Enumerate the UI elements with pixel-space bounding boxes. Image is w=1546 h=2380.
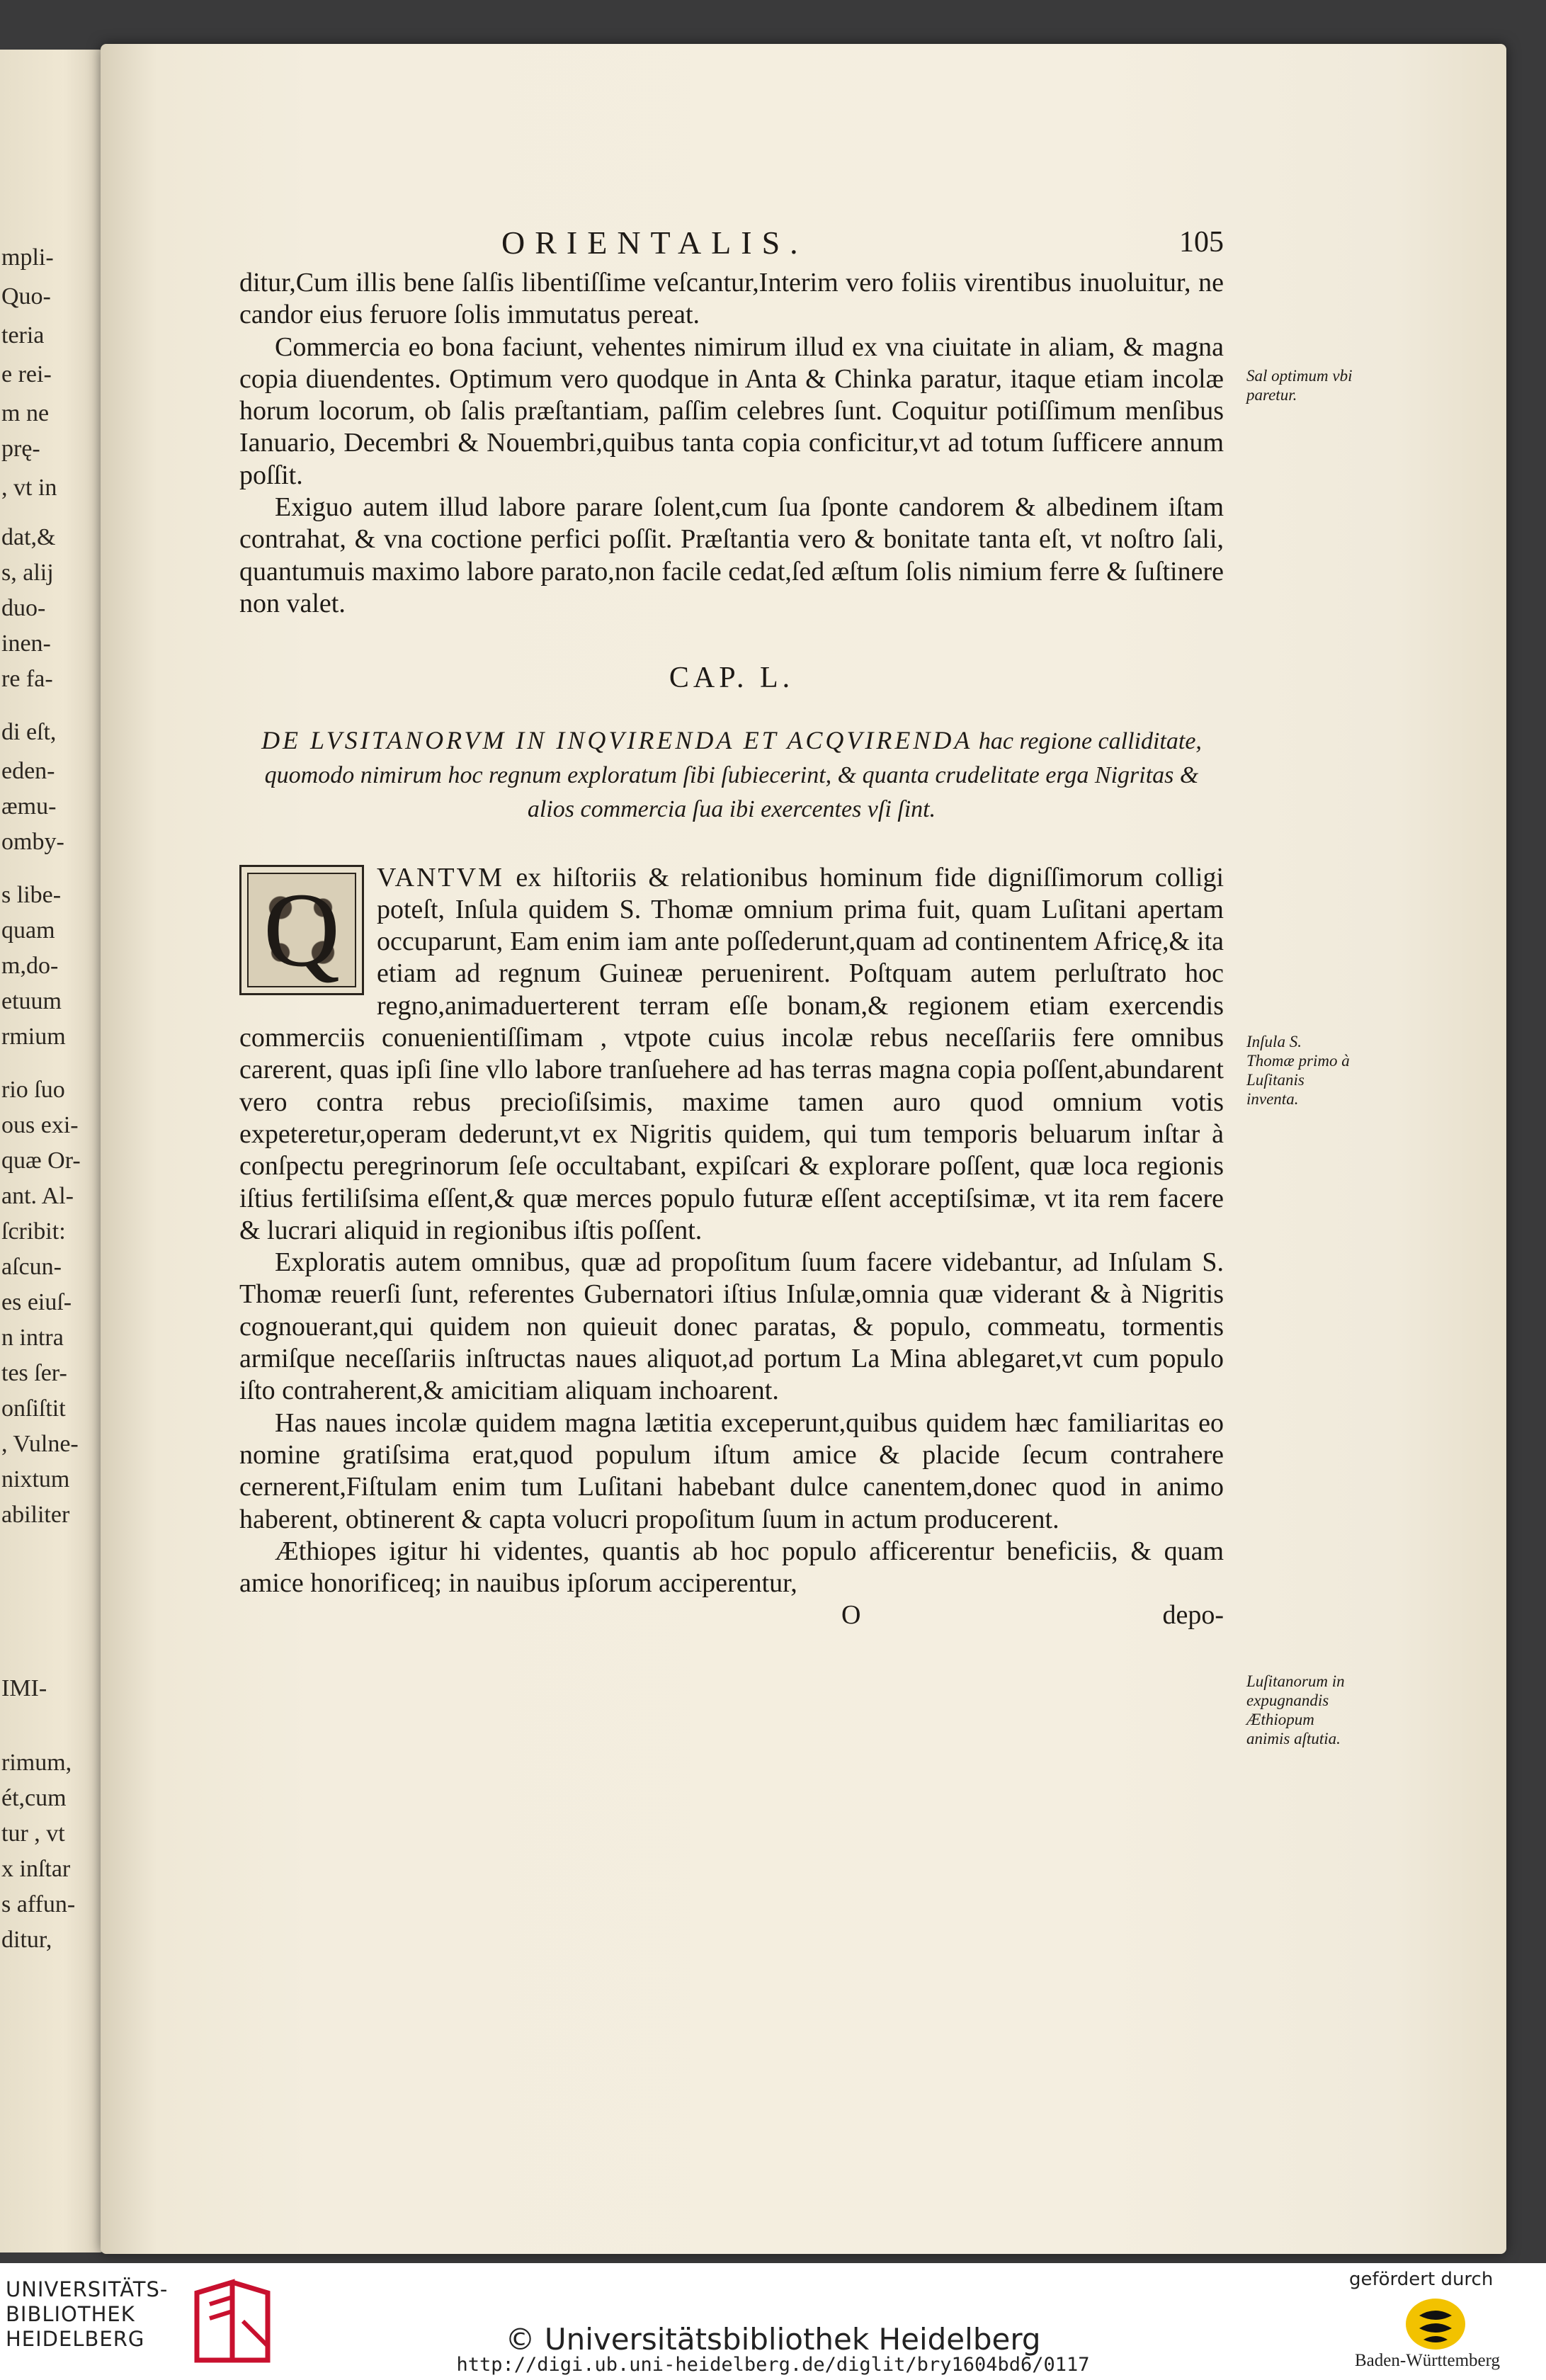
chapter-heading (239, 723, 1224, 827)
facing-page-fragment: , Vulne- (1, 1431, 79, 1457)
facing-page-fragment: mpli- (1, 244, 54, 271)
facing-page-fragment: rmium (1, 1024, 66, 1050)
facing-page-fragment: onſiſtit (1, 1395, 66, 1422)
facing-page-fragment: tur , vt (1, 1820, 65, 1847)
facing-page-fragment: ét,cum (1, 1785, 67, 1811)
smallcaps-word: VANTVM (377, 862, 504, 892)
facing-page-fragment: e rei- (1, 361, 52, 387)
facing-page-fragment: x inſtar (1, 1856, 71, 1882)
facing-page-edge (0, 50, 106, 2252)
facing-page-fragment: s libe- (1, 882, 62, 908)
facing-page-fragment: nixtum (1, 1466, 70, 1492)
chapter-title: CAP. L. (669, 662, 795, 695)
paragraph: Has naues incolæ quidem magna lætitia exceperunt,quibus quidem hæc familiaritas eo nomine gratiſsima erat,quod populum iſtum amice & placide ſecum contrahere cernerent,Fiſtulam enim tum Luſitani habebant dulce canentem,donec quod in animo haberent, obtinerent & capta volucri propoſitum ſuum in actum producerent. (239, 1407, 1224, 1534)
facing-page-fragment: , vt in (1, 475, 57, 501)
facing-page-fragment: quæ Or- (1, 1148, 81, 1174)
margin-note: Luſitanorum in expugnandis Æthiopum animis aſtutia. (1246, 1672, 1345, 1747)
paragraph: ditur,Cum illis bene ſalſis libentiſſime veſcantur,Interim vero foliis virentibus inuoluitur, ne candor eius feruore ſolis immutatus pereat. (239, 268, 1224, 330)
catchword: depo- (1162, 1600, 1224, 1631)
page-header (239, 227, 1224, 266)
funding-label: gefördert durch (1349, 2269, 1494, 2290)
facing-page-fragment: re fa- (1, 666, 53, 692)
facing-page-fragment: inen- (1, 630, 51, 657)
facing-page-fragment: m ne (1, 400, 50, 426)
facing-page-fragment: quam (1, 917, 55, 944)
margin-note: Sal optimum vbi paretur. (1246, 367, 1353, 404)
facing-page-fragment: omby- (1, 829, 64, 855)
paragraph (239, 862, 1224, 1247)
library-line: BIBLIOTHEK (6, 2302, 135, 2326)
permalink[interactable]: http://digi.ub.uni-heidelberg.de/diglit/bry1604bd6/0117 (456, 2354, 1090, 2376)
facing-page-fragment: m,do- (1, 953, 59, 979)
facing-page-fragment: etuum (1, 988, 62, 1014)
facing-page-fragment: ſcribit: (1, 1218, 66, 1245)
book-page (101, 44, 1506, 2254)
library-line: HEIDELBERG (6, 2327, 145, 2351)
facing-page-fragment: duo- (1, 595, 46, 621)
paragraph: Exiguo autem illud labore parare ſolent,cum ſua ſponte candorem & albedinem iſtam contrahat, & vna coctione perfici poſſit. Præſtantia vero & bonitate tanta eſt, vt noſtro ſali, quantumuis maximo labore parato,non facile cedat,ſed æſtum ſolis nimium ferre & ſuſtinere non valet. (239, 492, 1224, 618)
paragraph: Exploratis autem omnibus, quæ ad propoſitum ſuum facere videbantur, ad Inſulam S. Thomæ reuerſi ſunt, referentes Gubernatori iſtius Inſulæ,omnia quæ viderant & à Nigritis cognouerant,qui quidem non quieuit donec paratas, & populo, commeatu, tormentis armiſque neceſſariis inſtructas naues aliquot,ad portum La Mina ablegaret,vt cum populo iſto contraherent,& amicitiam aliquam inchoarent. (239, 1247, 1224, 1406)
footer (0, 2263, 1546, 2380)
signature-mark: O (841, 1600, 861, 1631)
facing-page-fragment: dat,& (1, 524, 56, 550)
baden-wuerttemberg-emblem-icon (1404, 2296, 1467, 2352)
facing-page-fragment: ditur, (1, 1927, 52, 1953)
page-text (239, 227, 1224, 1631)
opening-paragraph (239, 862, 1224, 1247)
funder-name: Baden-Württemberg (1355, 2351, 1501, 2370)
running-head: ORIENTALIS. (501, 225, 808, 261)
facing-page-fragment: rimum, (1, 1750, 72, 1776)
facing-page-fragment: es eiuſ- (1, 1289, 72, 1315)
chapter-heading-text: hac regione calliditate, quomodo nimirum hoc regnum exploratum ſibi ſubiecerint, & quanta crudelitate erga Nigritas & alios commercia ſua ibi exercentes vſi ſint. (264, 727, 1202, 822)
library-line: UNIVERSITÄTS- (6, 2277, 169, 2301)
facing-page-fragment: di eſt, (1, 719, 57, 745)
facing-page-fragment: s, alij (1, 560, 54, 586)
paragraph: Æthiopes igitur hi videntes, quantis ab hoc populo afficerentur beneficiis, & quam amice honorificeq; in nauibus ipſorum acciperentur, (239, 1536, 1224, 1599)
facing-page-fragment: tes ſer- (1, 1360, 67, 1386)
facing-page-fragment: prę- (1, 436, 40, 462)
facing-page-fragment: n intra (1, 1325, 64, 1351)
paragraph: Commercia eo bona faciunt, vehentes nimirum illud ex vna ciuitate in aliam, & magna copia diuendentes. Optimum vero quodque in Anta & Chinka paratur, itaque etiam incolæ horum locorum, ob ſalis præſtantiam, paſſim celebres ſunt. Coquitur potiſſimum menſibus Ianuario, Decembri & Nouembri,quibus tanta copia conficitur,vt ad totum ſufficere annum poſſit. (239, 332, 1224, 490)
facing-page-fragment: aſcun- (1, 1254, 62, 1280)
chapter-heading-caps: DE LVSITANORVM IN INQVIRENDA ET ACQVIRENDA (261, 725, 973, 754)
page-number: 105 (1179, 226, 1224, 259)
facing-page-fragment: abiliter (1, 1502, 70, 1528)
initial-letter: Q (263, 871, 341, 989)
margin-note: Inſula S. Thomæ primo à Luſitanis inventa. (1246, 1033, 1350, 1108)
facing-page-fragment: Quo- (1, 283, 51, 310)
facing-page-fragment: eden- (1, 758, 55, 784)
copyright-notice: © Universitätsbibliothek Heidelberg (505, 2322, 1041, 2357)
facing-page-fragment: rio ſuo (1, 1077, 65, 1103)
facing-page-fragment: ant. Al- (1, 1183, 74, 1209)
paragraph-text: ex hiſtoriis & relationibus hominum fide digniſſimorum colligi poteſt, Inſula quidem S. Thomæ omnium prima fuit, quam Luſitani apertam occuparunt, Eam enim iam ante poſſederunt,quam ad continentem Africę,& ita etiam ad regnum Guineæ peruenirent. Poſtquam autem perluſtrato hoc regno,animaduerterent terram eſſe bonam,& regionem etiam exercendis commerciis conuenientiſſimam , vtpote cuius incolæ rebus neceſſariis fere omnibus carerent, quas ipſi ſine vllo labore tranſuehere ad has terras magna copia poſſent,abundarent vero contra rebus precioſiſsimis, maxime tamen auro quod omnium votis expeteretur,operam dederunt,vt ex Nigritis quidem, qui tum temporis beluarum inſtar à conſpectu peregrinorum ſeſe occultabant, expiſcari & explorare poſſent, quæ loca regionis iſtius fertiliſsima eſſent,& quæ merces populo futuræ eſſent acceptiſsimæ, vt ita rem facere & lucrari aliquid in regionibus iſtis poſſent. (239, 862, 1224, 1245)
ornamental-initial (239, 865, 364, 995)
catch-line (239, 1599, 1224, 1631)
facing-page-fragment: æmu- (1, 793, 57, 820)
facing-page-fragment: s affun- (1, 1891, 76, 1917)
facing-page-fragment: ous exi- (1, 1112, 79, 1138)
facing-page-fragment: IMI- (1, 1675, 47, 1701)
facing-page-fragment: teria (1, 322, 45, 348)
